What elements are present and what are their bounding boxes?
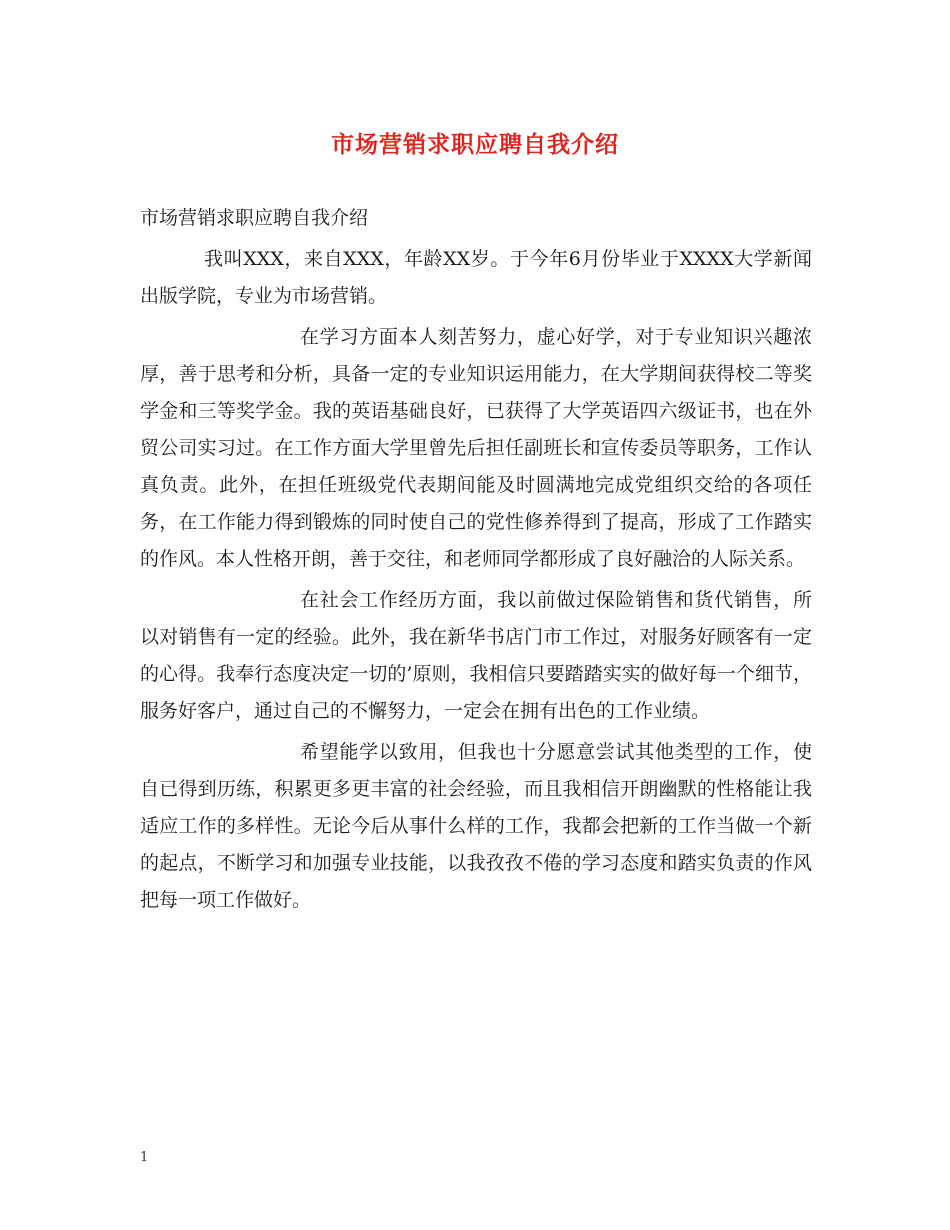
paragraph-study: 在学习方面本人刻苦努力，虚心好学，对于专业知识兴趣浓厚，善于思考和分析，具备一定的专业知识运用能力，在大学期间获得校二等奖学金和三等奖学金。我的英语基础良好，已获得了大学英语四六级证书，也在外贸公司实习过。在工作方面大学里曾先后担任副班长和宣传委员等职务，工作认真负责。此外，在担任班级党代表期间能及时圆满地完成党组织交给的各项任务，在工作能力得到锻炼的同时使自己的党性修养得到了提高，形成了工作踏实的作风。本人性格开朗，善于交往，和老师同学都形成了良好融洽的人际关系。	[140, 326, 812, 570]
document-title: 市场营销求职应聘自我介绍	[331, 131, 619, 158]
document-subtitle: 市场营销求职应聘自我介绍	[140, 207, 369, 229]
page-number: 1	[140, 1150, 149, 1165]
paragraph-outlook: 希望能学以致用，但我也十分愿意尝试其他类型的工作，使自已得到历练，积累更多更丰富的社会经验，而且我相信开朗幽默的性格能让我适应工作的多样性。无论今后从事什么样的工作，我都会把新的工作当做一个新的起点，不断学习和加强专业技能，以我孜孜不倦的学习态度和踏实负责的作风把每一项工作做好。	[140, 741, 812, 911]
paragraph-intro: 我叫XXX，来自XXX，年龄XX岁。于今年6月份毕业于XXXX大学新闻出版学院，专业为市场营销。	[140, 248, 812, 307]
paragraph-work-experience: 在社会工作经历方面，我以前做过保险销售和货代销售，所以对销售有一定的经验。此外，我在新华书店门市工作过，对服务好顾客有一定的心得。我奉行态度决定一切的’原则，我相信只要踏踏实实的做好每一个细节，服务好客户，通过自己的不懈努力，一定会在拥有出色的工作业绩。	[140, 589, 812, 722]
document-body	[140, 200, 812, 923]
